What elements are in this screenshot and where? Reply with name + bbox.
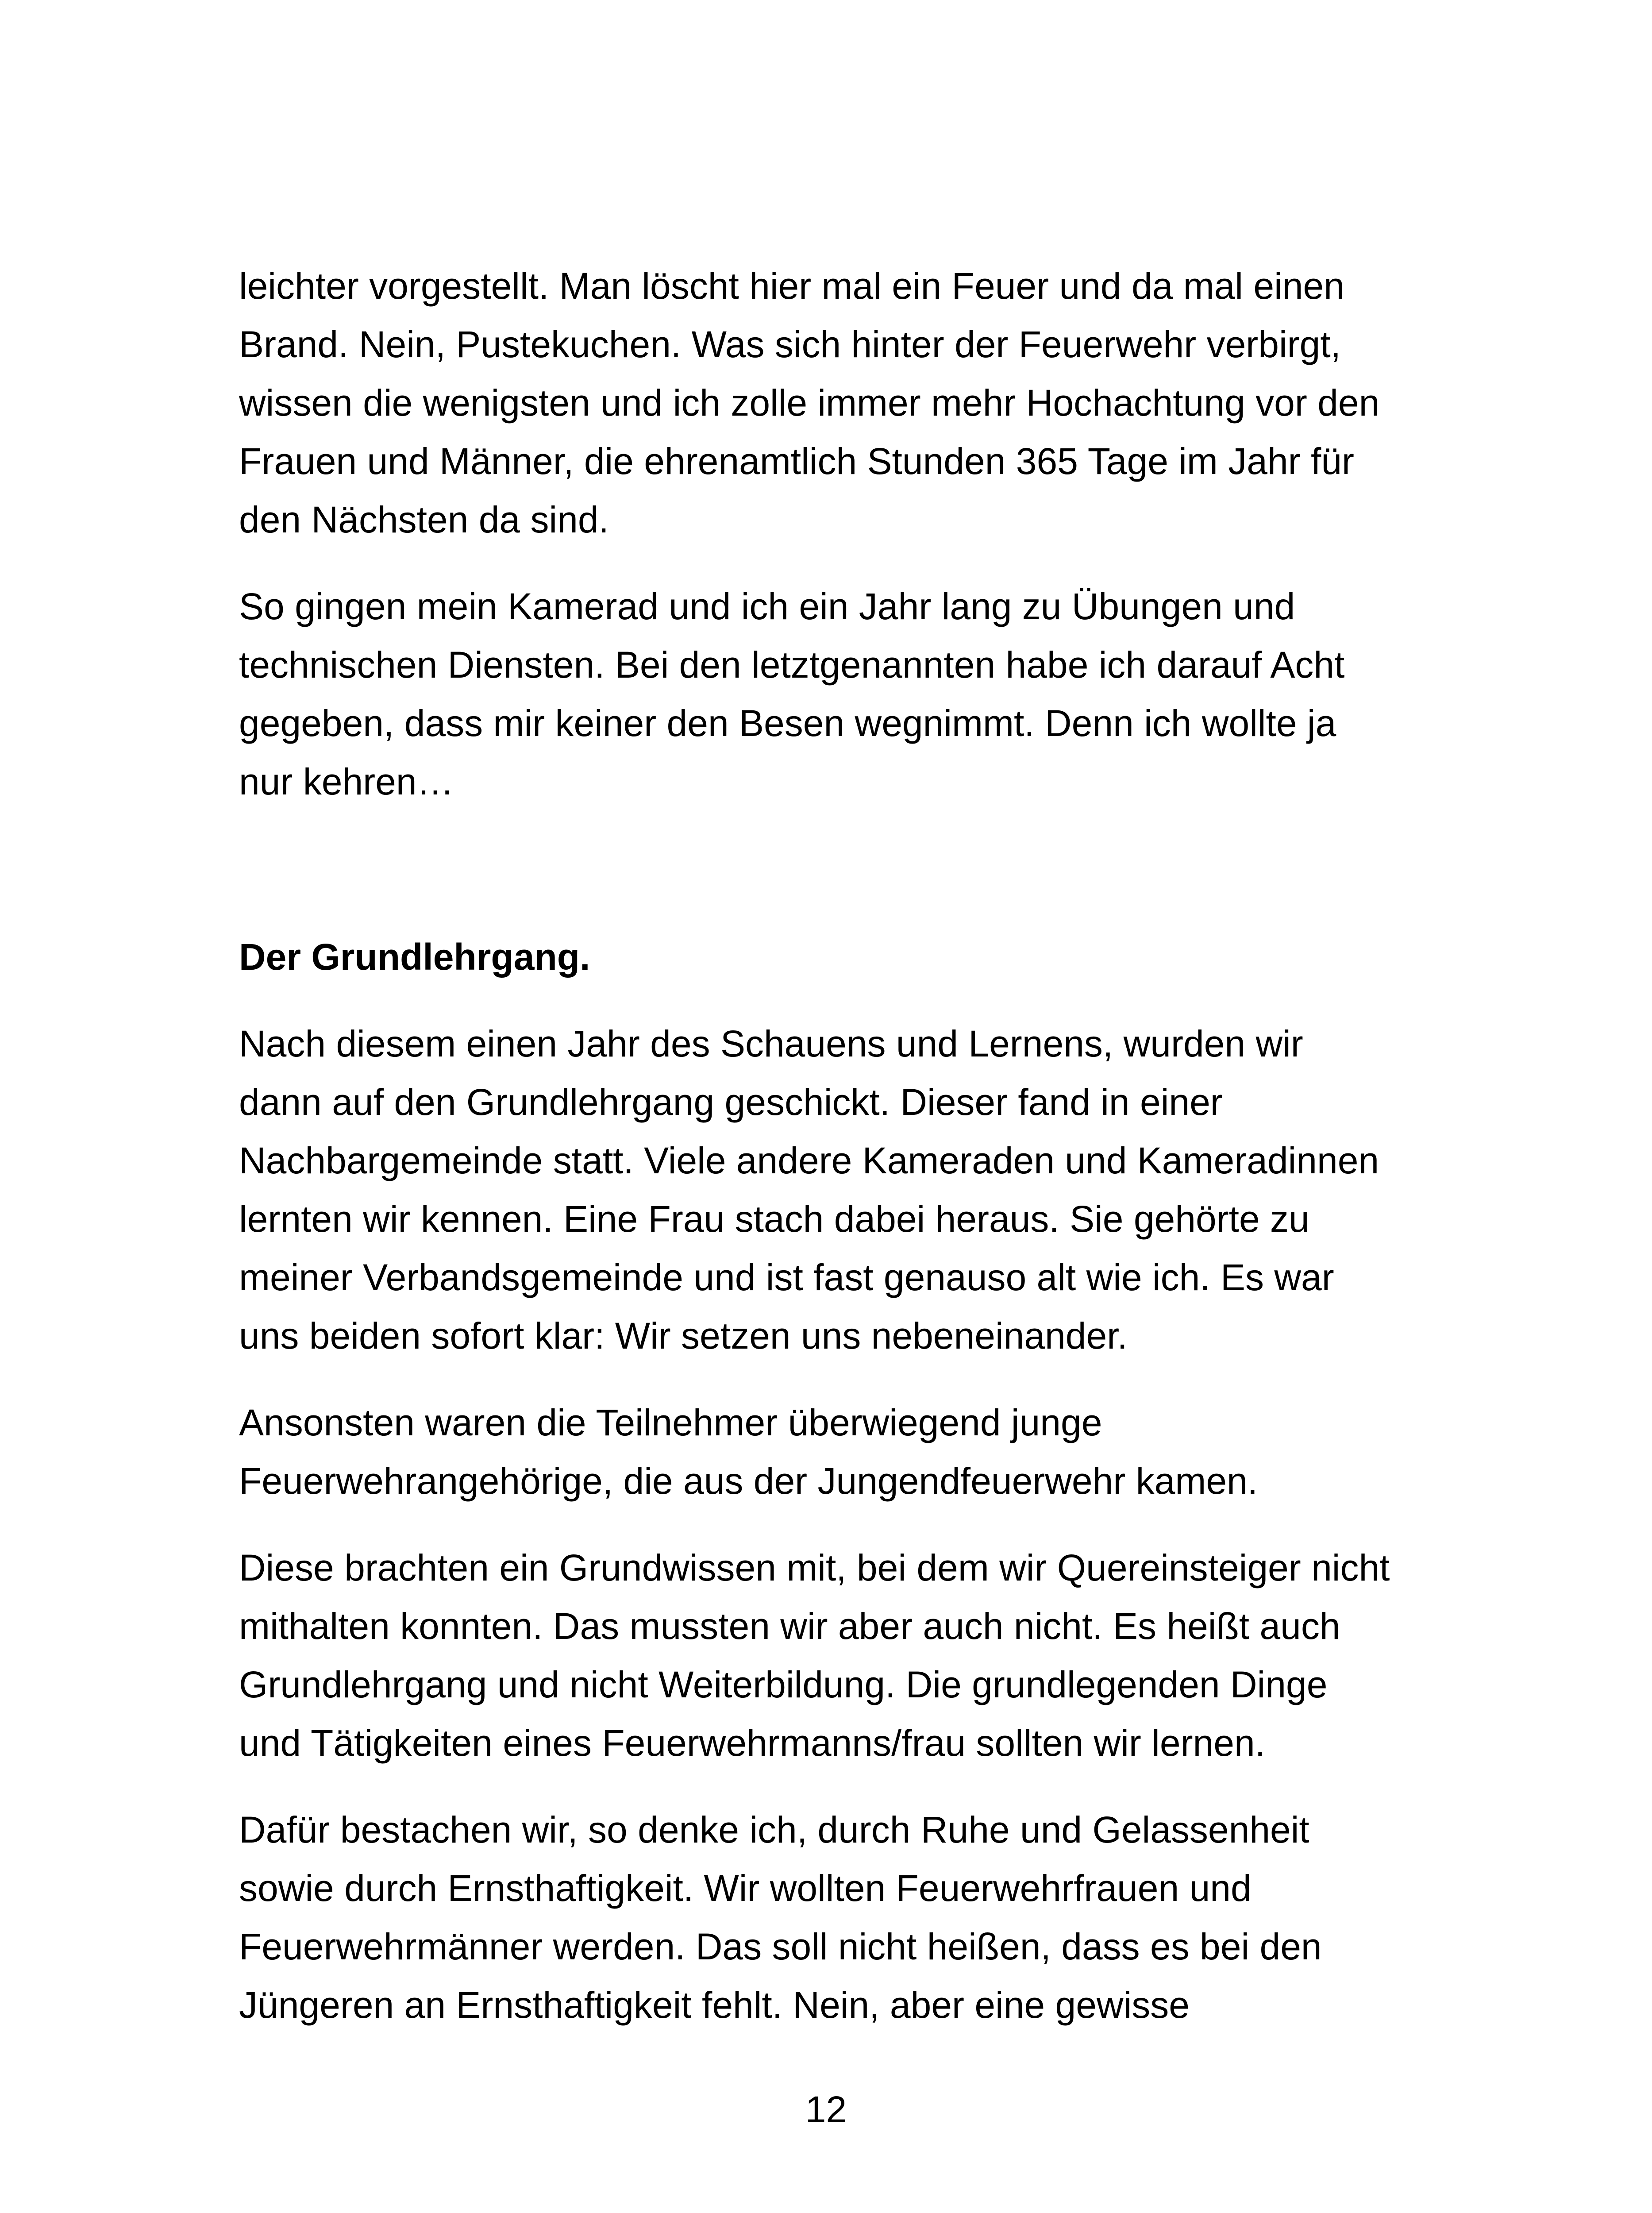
text-line: So gingen mein Kamerad und ich ein Jahr lang zu Übungen und (239, 586, 1295, 627)
text-line: Nach diesem einen Jahr des Schauens und Lernens, wurden wir (239, 1023, 1303, 1064)
text-line: meiner Verbandsgemeinde und ist fast genauso alt wie ich. Es war (239, 1257, 1334, 1298)
text-line: Diese brachten ein Grundwissen mit, bei dem wir Quereinsteiger nicht (239, 1547, 1390, 1588)
section-heading: Der Grundlehrgang. (239, 936, 590, 978)
text-line: Frauen und Männer, die ehrenamtlich Stunden 365 Tage im Jahr für (239, 440, 1354, 482)
page-body (239, 257, 1460, 2063)
text-line: leichter vorgestellt. Man löscht hier mal ein Feuer und da mal einen (239, 265, 1344, 307)
text-line: und Tätigkeiten eines Feuerwehrmanns/frau sollten wir lernen. (239, 1722, 1266, 1764)
text-line: Jüngeren an Ernsthaftigkeit fehlt. Nein, aber eine gewisse (239, 1984, 1190, 2026)
text-line: gegeben, dass mir keiner den Besen wegnimmt. Denn ich wollte ja (239, 702, 1336, 744)
text-line: Dafür bestachen wir, so denke ich, durch Ruhe und Gelassenheit (239, 1809, 1309, 1851)
text-line: technischen Diensten. Bei den letztgenannten habe ich darauf Acht (239, 644, 1345, 686)
paragraph (239, 1393, 1460, 1510)
paragraph (239, 257, 1460, 549)
text-line: wissen die wenigsten und ich zolle immer mehr Hochachtung vor den (239, 382, 1380, 424)
text-line: Ansonsten waren die Teilnehmer überwiegend junge (239, 1402, 1102, 1443)
text-line: Feuerwehrangehörige, die aus der Jungendfeuerwehr kamen. (239, 1460, 1258, 1502)
page-number: 12 (805, 2089, 847, 2130)
paragraph (239, 1538, 1460, 1772)
text-line: nur kehren… (239, 761, 454, 802)
text-line: Feuerwehrmänner werden. Das soll nicht heißen, dass es bei den (239, 1926, 1322, 1967)
text-line: Nachbargemeinde statt. Viele andere Kameraden und Kameradinnen (239, 1140, 1379, 1181)
paragraph (239, 1014, 1460, 1365)
text-line: mithalten konnten. Das mussten wir aber auch nicht. Es heißt auch (239, 1605, 1340, 1647)
paragraph (239, 1800, 1460, 2034)
text-line: Brand. Nein, Pustekuchen. Was sich hinter der Feuerwehr verbirgt, (239, 324, 1341, 365)
text-line: den Nächsten da sind. (239, 499, 609, 540)
text-line: sowie durch Ernsthaftigkeit. Wir wollten Feuerwehrfrauen und (239, 1867, 1252, 1909)
text-line: lernten wir kennen. Eine Frau stach dabei heraus. Sie gehörte zu (239, 1198, 1309, 1240)
text-line: dann auf den Grundlehrgang geschickt. Dieser fand in einer (239, 1081, 1223, 1123)
paragraph (239, 577, 1460, 811)
text-line: uns beiden sofort klar: Wir setzen uns nebeneinander. (239, 1315, 1128, 1357)
text-line: Grundlehrgang und nicht Weiterbildung. Die grundlegenden Dinge (239, 1664, 1328, 1705)
